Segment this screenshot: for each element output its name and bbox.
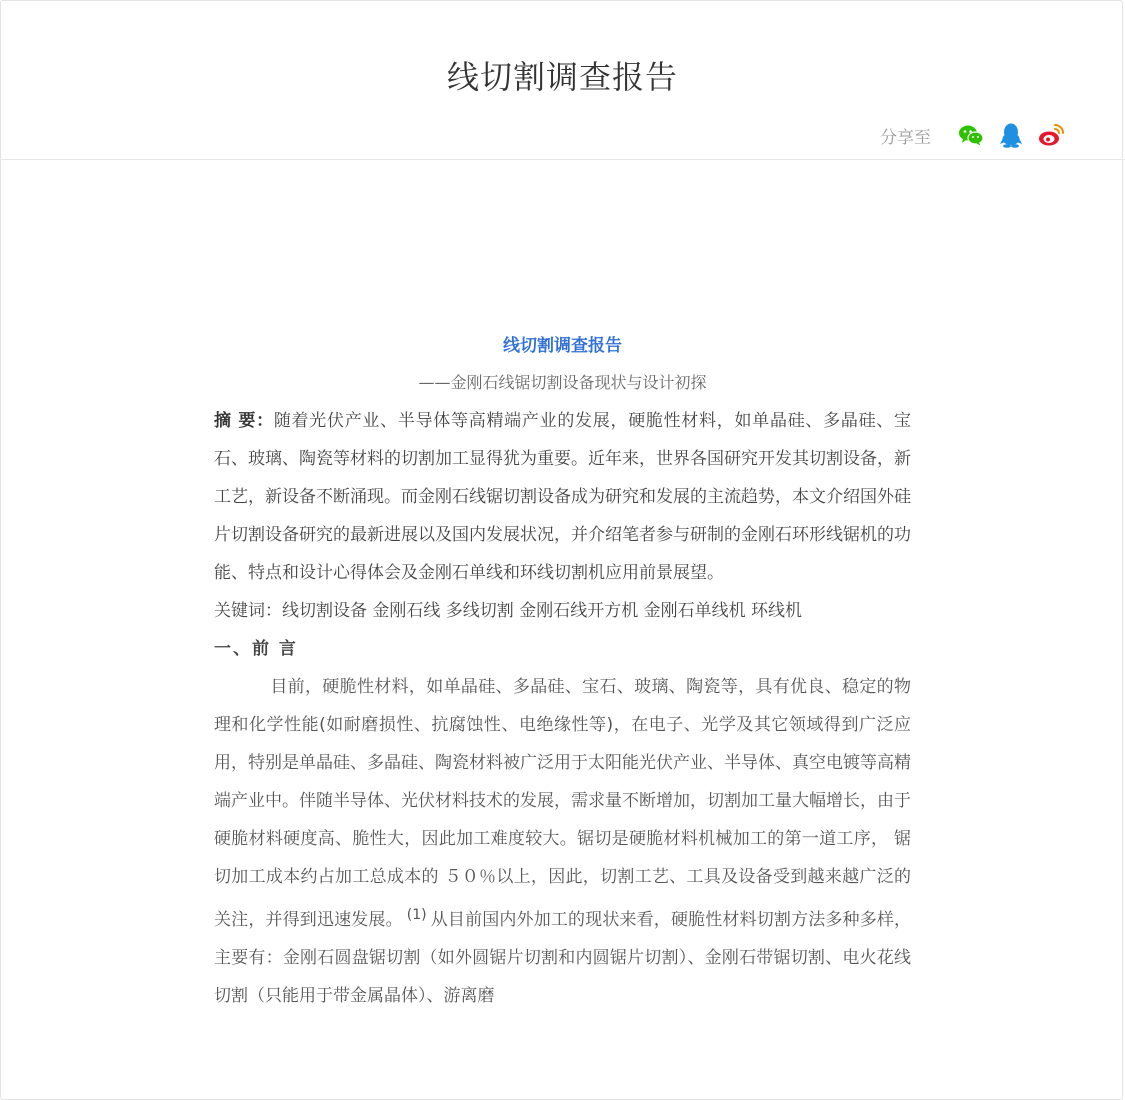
paragraph-text-1: 目前，硬脆性材料，如单晶硅、多晶硅、宝石、玻璃、陶瓷等，具有优良、稳定的物理和化学性能(如耐磨损性、抗腐蚀性、电绝缘性等)，在电子、光学及其它领域得到广泛应用，特别是单晶硅、多晶硅、陶瓷材料被广泛用于太阳能光伏产业、半导体、真空电镀等高精端产业中。伴随半导体、光伏材料技术的发展，需求量不断增加，切割加工量大幅增长，由于硬脆材料硬度高、脆性大，因此加工难度较大。锯切是硬脆材料机械加工的第一道工序， 锯切加工成本约占加工总成本的 ５０％以上，因此，切割工艺、工具及设备受到越来越广泛的关注，并得到迅速发展。 <box>214 677 911 930</box>
share-bar <box>880 120 1065 150</box>
section-heading: 一、前 言 <box>214 639 298 659</box>
keywords: 关键词：线切割设备 金刚石线 多线切割 金刚石线开方机 金刚石单线机 环线机 <box>214 601 803 621</box>
citation-marker: (1) <box>406 907 427 923</box>
weibo-icon[interactable] <box>1037 121 1065 149</box>
page-title: 线切割调查报告 <box>446 58 678 96</box>
wechat-icon[interactable] <box>957 121 985 149</box>
article-header <box>0 0 1125 160</box>
paragraph-text-2: 从目前国内外加工的现状来看，硬脆性材料切割方法多种多样，主要有：金刚石圆盘锯切割（如外圆锯片切割和内圆锯片切割）、金刚石带锯切割、电火花线切割（只能用于带金属晶体）、游离磨 <box>214 910 912 1006</box>
qq-icon[interactable] <box>997 121 1025 149</box>
document-body <box>214 330 911 1015</box>
abstract <box>214 402 911 592</box>
abstract-text: 随着光伏产业、半导体等高精端产业的发展，硬脆性材料，如单晶硅、多晶硅、宝石、玻璃、陶瓷等材料的切割加工显得犹为重要。近年来，世界各国研究开发其切割设备，新工艺，新设备不断涌现。而金刚石线锯切割设备成为研究和发展的主流趋势，本文介绍国外硅片切割设备研究的最新进展以及国内发展状况，并介绍笔者参与研制的金刚石环形线锯机的功能、特点和设计心得体会及金刚石单线和环线切割机应用前景展望。 <box>214 411 912 583</box>
abstract-label: 摘 要： <box>214 411 274 431</box>
intro-paragraph <box>214 668 911 1015</box>
document-title: 线切割调查报告 <box>503 336 622 356</box>
document-subtitle: ——金刚石线锯切割设备现状与设计初探 <box>418 373 707 392</box>
share-label: 分享至 <box>880 127 931 148</box>
